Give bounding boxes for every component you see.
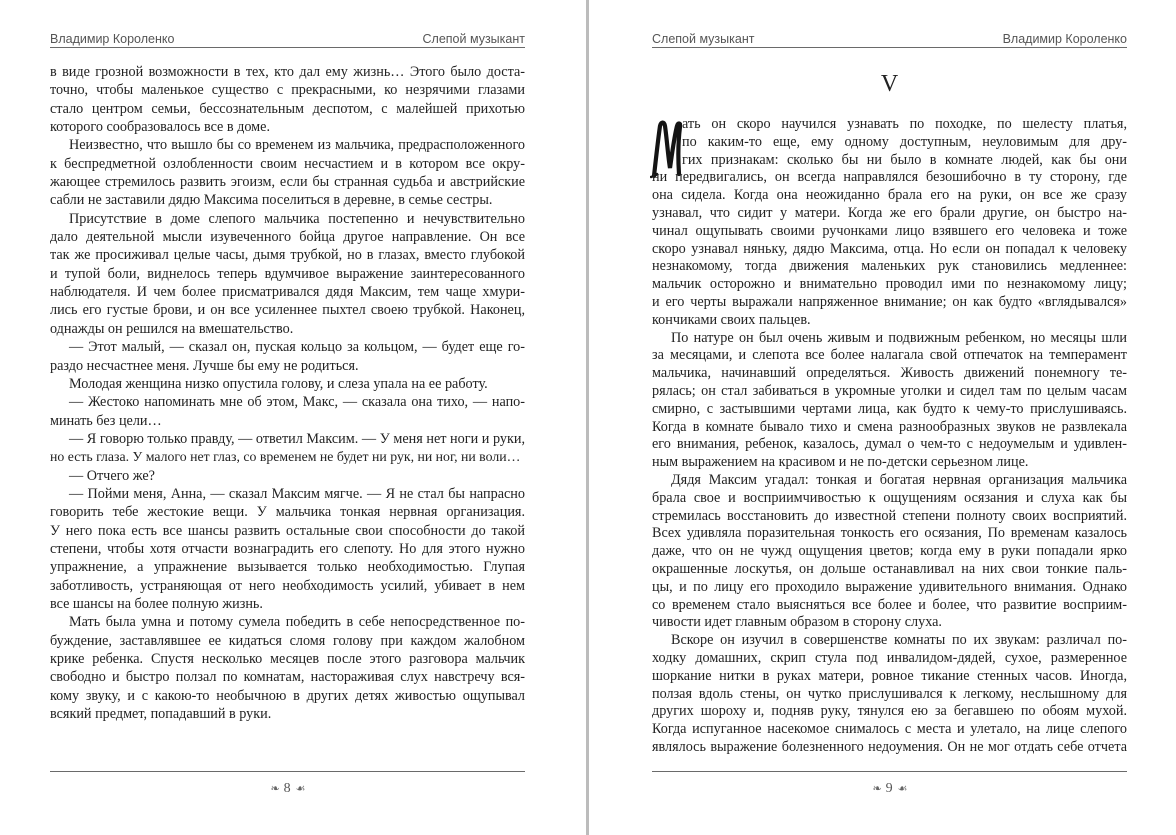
- text-line: — Отчего же?: [69, 467, 155, 484]
- text-line: смирно, с застывшими чертами лица, как будто к чему-то прислушиваясь.: [652, 400, 1127, 417]
- text-line: Неизвестно, что вышло бы со временем из мальчика, предрасположенного: [69, 137, 525, 154]
- text-line: со временем стало выясняться все более и более, что развитие восприим-: [652, 596, 1127, 613]
- text-line: По натуре он был очень живым и подвижным ребенком, но месяцы шли: [671, 329, 1127, 346]
- text-line: других шороху и, подняв руку, тянулся ею за бегавшею по обоям мухой.: [652, 703, 1127, 720]
- text-line: — Я говорю только правду, — ответил Максим. — У меня нет ноги и руки,: [69, 430, 525, 447]
- running-head-author: Владимир Короленко: [50, 32, 175, 46]
- text-line: за месяцами, и слепота все более налагала свой отпечаток на темперамент: [652, 347, 1127, 364]
- text-line: окрашенные лоскутья, он дольше останавливал на них свои тонкие паль-: [652, 560, 1127, 577]
- text-line: ползая вдоль стены, он чутко прислушивался к легкому, неслышному для: [652, 685, 1127, 702]
- text-line: стало центром семьи, бессознательным деспотом, с малейшей прихотью: [50, 100, 525, 117]
- text-line: Мать была умна и потому сумела победить в себе непосредственное по-: [69, 614, 525, 631]
- text-line: кончиками своих пальцев.: [652, 311, 811, 328]
- text-line: сабли не заставили дядю Максима поселиться в деревне, в семье сестры.: [50, 192, 493, 209]
- text-line: его внимания, ребенок, казалось, думал о чем-то с недоумелым и удивлен-: [652, 436, 1127, 453]
- text-line: мальчик осторожно и внимательно проводил ими по незнакомому лицу;: [652, 276, 1127, 293]
- text-line: но есть глаза. У малого нет глаз, со временем не будет ни рук, ни ног, ни воли…: [50, 449, 521, 465]
- text-line: крике ребенка. Спустя несколько месяцев после этого разговора мальчик: [50, 651, 525, 667]
- text-line: Всех удивляла поразительная тонкость его осязания, По временам казалось: [652, 525, 1127, 542]
- text-line: даже, что он не чужд ощущения цветов; когда ему в руки попадали ярко: [652, 543, 1127, 560]
- text-line: буждение, заставлявшее ее кидаться сломя голову при каждом жалобном: [50, 632, 525, 649]
- text-line: говорить тебе жестокие вещи. У мальчика тонкая нервная организация.: [50, 504, 525, 521]
- text-line: по каким-то еще, ему одному доступным, неуловимым для дру-: [682, 133, 1127, 150]
- text-line: брала свое и восприимчивостью к ощущениям осязания и слуха как бы: [652, 489, 1127, 506]
- text-line: — Жестоко напоминать мне об этом, Макс, — сказала она тихо, — напо-: [69, 394, 525, 411]
- chapter-number: V: [880, 71, 899, 97]
- text-line: которого сообразовалось все в доме.: [50, 119, 271, 136]
- text-line: узнавал, что сидит у матери. Когда же его брали другие, он быстро на-: [652, 204, 1127, 221]
- text-line: цы, и по лицу его проходило выражение удивительного внимания. Однако: [652, 578, 1127, 595]
- text-line: чивости идет главным образом в сторону слуха.: [652, 614, 942, 631]
- text-line: являлось выражение болезненного недоумения. Он не мог отдать себе отчета: [652, 738, 1127, 755]
- text-line: упражнение, а упражнение вызывается только необходимостью. Глупая: [50, 559, 525, 576]
- text-line: к беспредметной озлобленности своим несчастием и в котором все окру-: [50, 155, 525, 172]
- text-line: ходку домашних, скрип стула под инвалидом-дядей, сухое, размеренное: [652, 649, 1127, 666]
- text-line: ным выражением на красивом и не по-детски серьезном лице.: [652, 454, 1029, 471]
- text-line: Присутствие в доме слепого мальчика постепенно и нечувствительно: [69, 210, 525, 227]
- text-line: дало деятельной мысли изувеченного бойца другое направление. Он все: [50, 229, 525, 246]
- text-line: точно, чтобы маленькое существо с прекрасными, ко незрячими глазами: [50, 82, 525, 99]
- running-head-author: Владимир Короленко: [1002, 32, 1127, 46]
- ornament-left-icon: ❧: [270, 783, 279, 795]
- footer-rule: [50, 771, 525, 772]
- text-line: Молодая женщина низко опустила голову, и слеза упала на ее работу.: [69, 375, 488, 392]
- page-number-text: 8: [283, 781, 291, 796]
- running-head-title: Слепой музыкант: [652, 32, 755, 46]
- page-number: [50, 781, 525, 797]
- running-head: [652, 31, 1127, 48]
- text-line: незнакомому, тогда движения маленьких рук становились медленнее:: [652, 258, 1127, 275]
- text-line: ать он скоро научился узнавать по походке, по шелесту платья,: [682, 116, 1127, 132]
- text-line: однажды он решился на вмешательство.: [50, 320, 294, 337]
- text-line: чинал ощупывать своими ручонками лицо взявшего его человека и тоже: [652, 222, 1127, 239]
- body-text: [50, 63, 525, 723]
- running-head-title: Слепой музыкант: [422, 32, 525, 46]
- text-line: все шансы на более полную жизнь.: [50, 595, 263, 612]
- text-line: гих признакам: сколько бы ни было в комнате людей, как бы они: [682, 151, 1127, 168]
- text-line: ни передвигались, он всегда направлялся безошибочно в ту сторону, где: [652, 169, 1127, 186]
- text-line: она сидела. Когда она неожиданно брала его на руки, он все же сразу: [652, 187, 1127, 204]
- ornament-left-icon: ❧: [872, 783, 881, 795]
- text-line: мальчика, начинавший определяться. Живость движений понемногу те-: [652, 365, 1127, 382]
- text-line: и его черты выражали напряженное внимание; он как будто «вглядывался»: [652, 293, 1127, 310]
- text-line: всякий предмет, попадавший в руки.: [50, 706, 272, 723]
- text-line: скоро узнавал няньку, дядю Максима, отца. Но если он попадал к человеку: [652, 240, 1127, 257]
- text-line: свободно и быстро ползал по комнатам, настораживая слух навстречу вся-: [50, 669, 525, 686]
- text-line: Вскоре он изучил в совершенстве комнаты по их звукам: различал по-: [671, 632, 1127, 649]
- right-page: [590, 0, 1176, 835]
- text-line: стремилась восстановить до известной степени полноту своих восприятий.: [652, 507, 1127, 524]
- text-line: У него пока есть все шансы развить остальные свои способности до такой: [50, 522, 525, 539]
- ornament-right-icon: ☙: [295, 783, 305, 795]
- text-line: раздо несчастнее меня. Лучше бы ему не родиться.: [50, 357, 359, 374]
- text-line: Когда испуганное насекомое снималось с места и улетало, на лице слепого: [652, 721, 1127, 738]
- text-line: лись его густые брови, и он все усиленнее пыхтел своею трубкой. Наконец,: [50, 302, 525, 319]
- body-text: [652, 116, 1127, 757]
- left-page: [0, 0, 586, 835]
- text-line: Дядя Максим угадал: тонкая и богатая нервная организация мальчика: [671, 471, 1127, 488]
- text-line: степени, чтобы хотя отчасти вознаградить его слепоту. Но для этого нужно: [50, 540, 525, 557]
- text-line: рялась; он стал забиваться в укромные уголки и сидел там по целым часам: [652, 382, 1127, 399]
- text-line: заботливость, устраняющая от него необходимость усилий, убивает в нем: [50, 577, 525, 594]
- text-line: — Пойми меня, Анна, — сказал Максим мягче. — Я не стал бы напрасно: [69, 485, 525, 502]
- page-number-text: 9: [885, 781, 893, 796]
- text-line: Когда в комнате бывало тихо и смена разнообразных звуков не развлекала: [652, 418, 1127, 435]
- text-line: и тупой боли, виднелось теперь вдумчивое выражение заинтересованного: [50, 265, 525, 282]
- text-line: так же просиживал целые часы, дымя трубкой, но в глазах, вместо глубокой: [50, 247, 525, 264]
- text-line: в виде грозной возможности в тех, кто дал ему жизнь… Этого было доста-: [50, 64, 525, 80]
- text-line: жающее стремилось развить эгоизм, если бы странная судьба и австрийские: [50, 174, 525, 191]
- text-line: кому звуку, и с какою-то необычною в других детях живостью ощупывал: [50, 687, 525, 704]
- text-line: минать без цели…: [50, 412, 162, 429]
- text-line: шоркание нитки в руках матери, ровное тикание стенных часов. Иногда,: [652, 667, 1127, 684]
- text-line: — Этот малый, — сказал он, пуская кольцо за кольцом, — будет еще го-: [69, 339, 525, 356]
- ornament-right-icon: ☙: [897, 783, 907, 795]
- running-head: [50, 31, 525, 48]
- book-spine-divider: [586, 0, 589, 835]
- footer-rule: [652, 771, 1127, 772]
- page-number: [652, 781, 1127, 797]
- text-line: наблюдателя. И чем более присматривался дядя Максим, тем чаще хмури-: [50, 284, 525, 301]
